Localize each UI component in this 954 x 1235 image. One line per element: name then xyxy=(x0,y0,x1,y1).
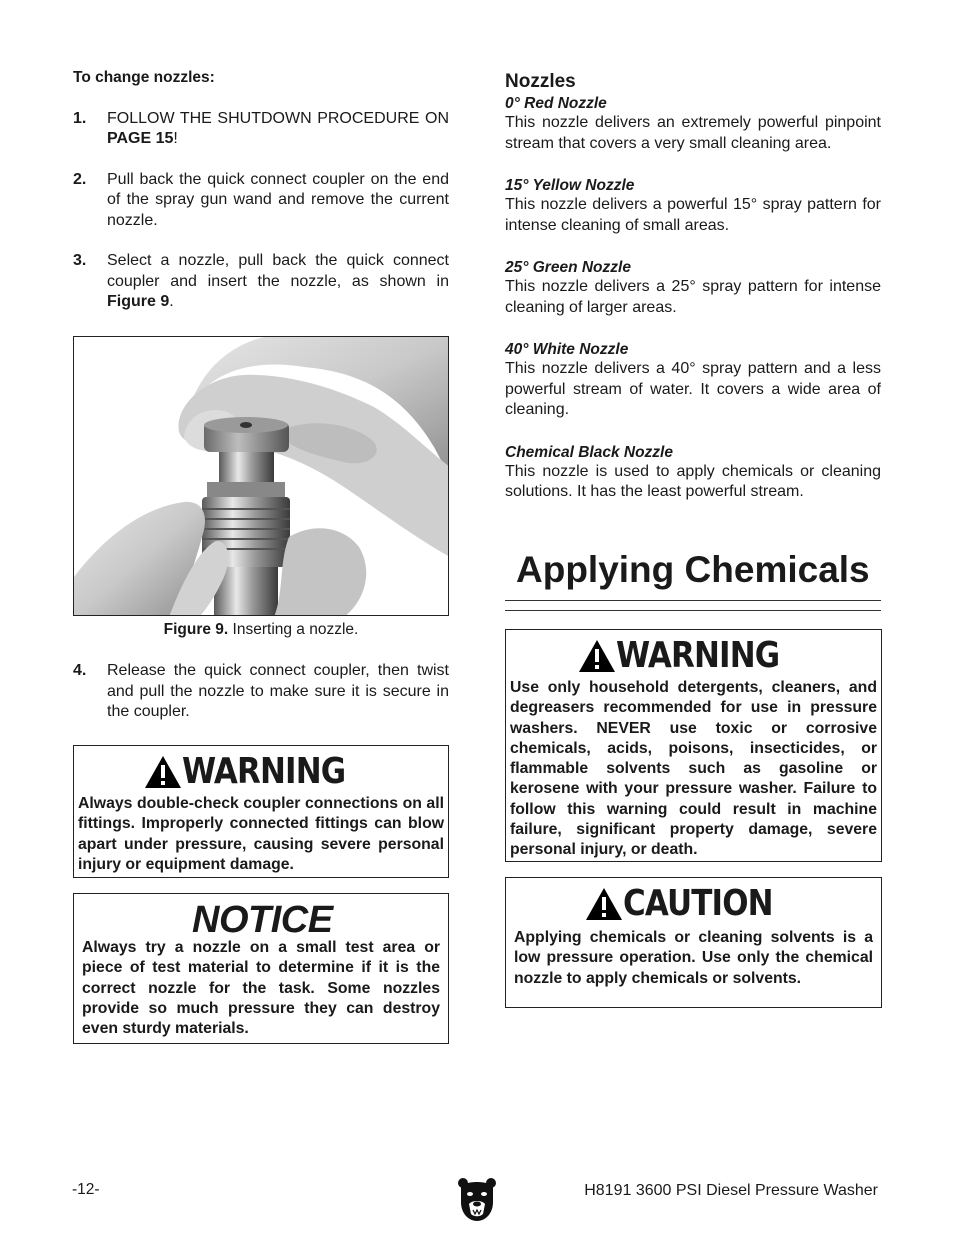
page-number: -12- xyxy=(72,1181,100,1198)
left-column xyxy=(73,68,449,313)
warning-text: Always double-check coupler connections on all fittings. Improperly connected fittings can blow apart under pressure, causing severe personal injury or equipment damage. xyxy=(78,795,444,873)
step-2 xyxy=(73,170,449,232)
section-divider xyxy=(505,610,881,611)
warning-label: WARNING xyxy=(615,635,779,676)
bear-logo-icon xyxy=(458,1176,496,1222)
step-text: Release the quick connect coupler, then twist and pull the nozzle to make sure it is secure in the coupler. xyxy=(107,662,449,720)
step-number: 1. xyxy=(73,109,87,127)
step-text: Pull back the quick connect coupler on the end of the spray gun wand and remove the current nozzle. xyxy=(107,170,449,229)
nozzle-title: 0° Red Nozzle xyxy=(505,95,607,112)
notice-label: NOTICE xyxy=(192,899,333,941)
caution-header xyxy=(510,882,873,926)
nozzle-title: 15° Yellow Nozzle xyxy=(505,177,635,194)
nozzle-description: This nozzle delivers a 25° spray pattern for intense cleaning of larger areas. xyxy=(505,278,881,316)
warning-label: WARNING xyxy=(182,751,346,792)
caution-box xyxy=(505,877,882,1008)
warning-header xyxy=(506,634,877,678)
figure-reference: Figure 9 xyxy=(107,293,170,310)
warning-triangle-icon xyxy=(578,639,616,673)
step-number: 2. xyxy=(73,170,87,188)
caution-label: CAUTION xyxy=(623,883,774,924)
page-reference: PAGE 15 xyxy=(107,130,174,147)
section-divider xyxy=(505,600,881,601)
notice-header xyxy=(82,898,440,940)
nozzle-item-chemical xyxy=(505,443,881,503)
nozzle-title: Chemical Black Nozzle xyxy=(505,443,673,461)
nozzle-item-red xyxy=(505,94,881,154)
warning-box-chemicals xyxy=(505,629,882,862)
figure-caption: Figure 9. Inserting a nozzle. xyxy=(163,621,359,638)
right-column xyxy=(505,68,881,525)
hands-inserting-nozzle-illustration xyxy=(74,337,449,616)
nozzles-heading: Nozzles xyxy=(505,71,576,92)
nozzle-item-green xyxy=(505,258,881,318)
step-text: FOLLOW THE SHUTDOWN PROCEDURE ON PAGE 15! xyxy=(107,109,449,147)
nozzle-item-yellow xyxy=(505,176,881,236)
nozzle-description: This nozzle delivers a powerful 15° spray pattern for intense cleaning of small areas. xyxy=(505,196,881,234)
caution-triangle-icon xyxy=(585,887,623,921)
caution-text: Applying chemicals or cleaning solvents is a low pressure operation. Use only the chemical nozzle to apply chemicals or solvents. xyxy=(514,929,873,987)
warning-header xyxy=(72,750,444,794)
step-number: 3. xyxy=(73,252,87,269)
nozzle-description: This nozzle delivers an extremely powerful pinpoint stream that covers a very small cleaning area. xyxy=(505,114,881,152)
warning-text: Use only household detergents, cleaners, and degreasers recommended for use in pressure washers. NEVER use toxic or corrosive chemicals, acids, poisons, insecticides, or flammable solvents such as gasoline or kerosene with your pressure washer. Failure to follow this warning could result in machine failure, significant property damage, severe personal injury, or death. xyxy=(510,679,877,859)
step-number: 4. xyxy=(73,662,87,679)
notice-box xyxy=(73,893,449,1044)
procedure-heading: To change nozzles: xyxy=(73,69,215,86)
notice-text: Always try a nozzle on a small test area or piece of test material to determine if it is the correct nozzle for the task. Some nozzles provide so much pressure they can destroy even sturdy materials. xyxy=(82,939,440,1038)
step-1 xyxy=(73,109,449,150)
nozzle-title: 40° White Nozzle xyxy=(505,341,629,358)
nozzle-title: 25° Green Nozzle xyxy=(505,259,631,276)
model-name: H8191 3600 PSI Diesel Pressure Washer xyxy=(584,1182,878,1199)
nozzle-item-white xyxy=(505,340,881,421)
warning-box-coupler xyxy=(73,745,449,878)
nozzle-description: This nozzle delivers a 40° spray pattern and a less powerful stream of water. It covers a wide area of cleaning. xyxy=(505,360,881,418)
step-3 xyxy=(73,251,449,313)
warning-triangle-icon xyxy=(144,755,182,789)
figure-9-photo xyxy=(73,336,449,616)
step-4 xyxy=(73,661,449,723)
section-title-applying-chemicals: Applying Chemicals xyxy=(516,549,870,590)
step-text: Select a nozzle, pull back the quick connect coupler and insert the nozzle, as shown in Figure 9. xyxy=(107,252,449,310)
nozzle-description: This nozzle is used to apply chemicals or cleaning solutions. It has the least powerful stream. xyxy=(505,462,881,500)
